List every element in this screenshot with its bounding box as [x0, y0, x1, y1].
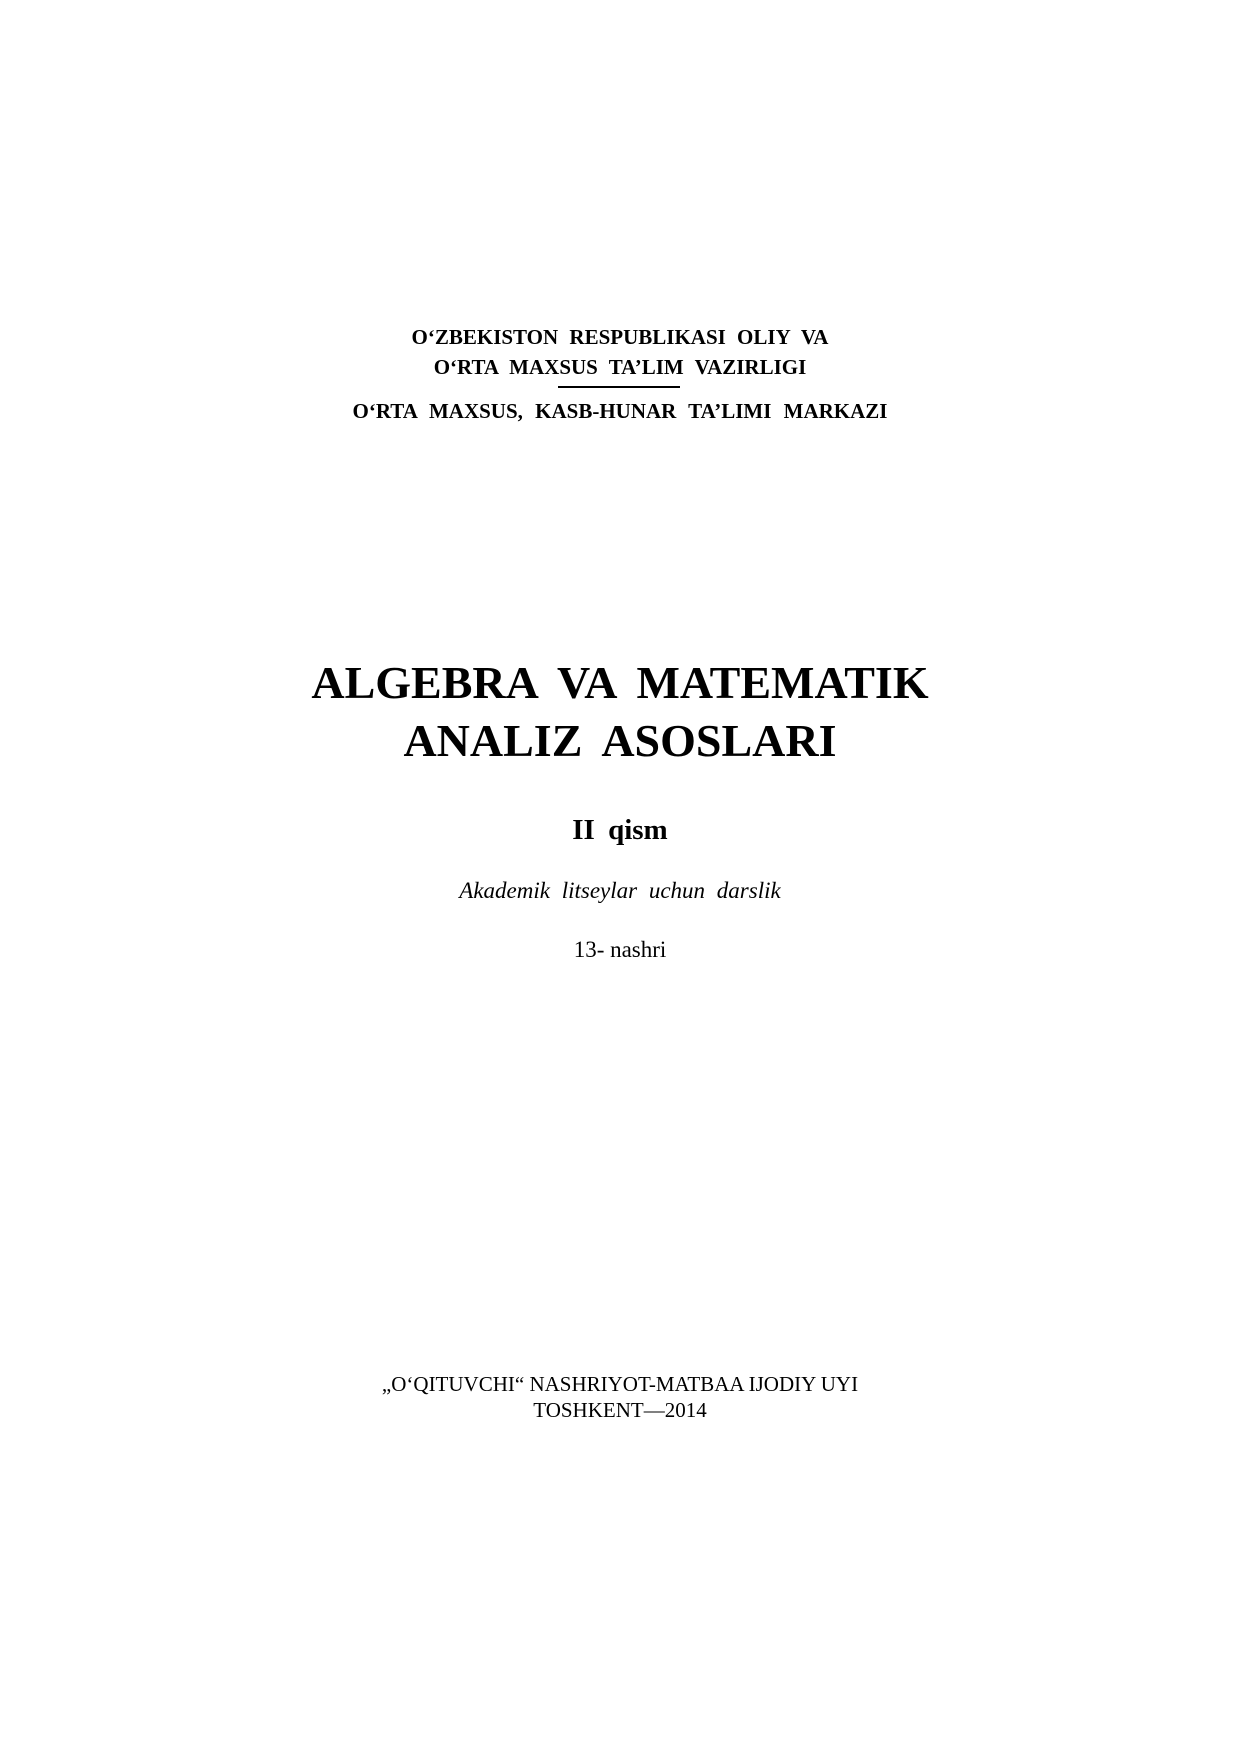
center-name-text: O‘RTA MAXSUS, KASB-HUNAR TA’LIMI MARKAZI: [352, 399, 888, 423]
book-title-line-1: ALGEBRA VA MATEMATIK: [311, 657, 929, 708]
ministry-line-2: O‘RTA MAXSUS TA’LIM VAZIRLIGI: [433, 355, 807, 379]
publisher-info: [0, 1371, 1240, 1423]
ministry-name: [0, 322, 1240, 382]
center-name: [0, 396, 1240, 426]
publisher-name: „O‘QITUVCHI“ NASHRIYOT-MATBAA IJODIY UYI: [381, 1372, 859, 1396]
ministry-line-1: O‘ZBEKISTON RESPUBLIKASI OLIY VA: [411, 325, 829, 349]
book-part: II qism: [572, 814, 668, 846]
book-title: [0, 654, 1240, 770]
publisher-city-year: TOSHKENT—2014: [533, 1398, 707, 1422]
book-edition: 13- nashri: [573, 937, 667, 962]
book-title-line-2: ANALIZ ASOSLARI: [403, 715, 837, 766]
header-divider: [558, 386, 680, 388]
book-subtitle: Akademik litseylar uchun darslik: [459, 878, 781, 903]
